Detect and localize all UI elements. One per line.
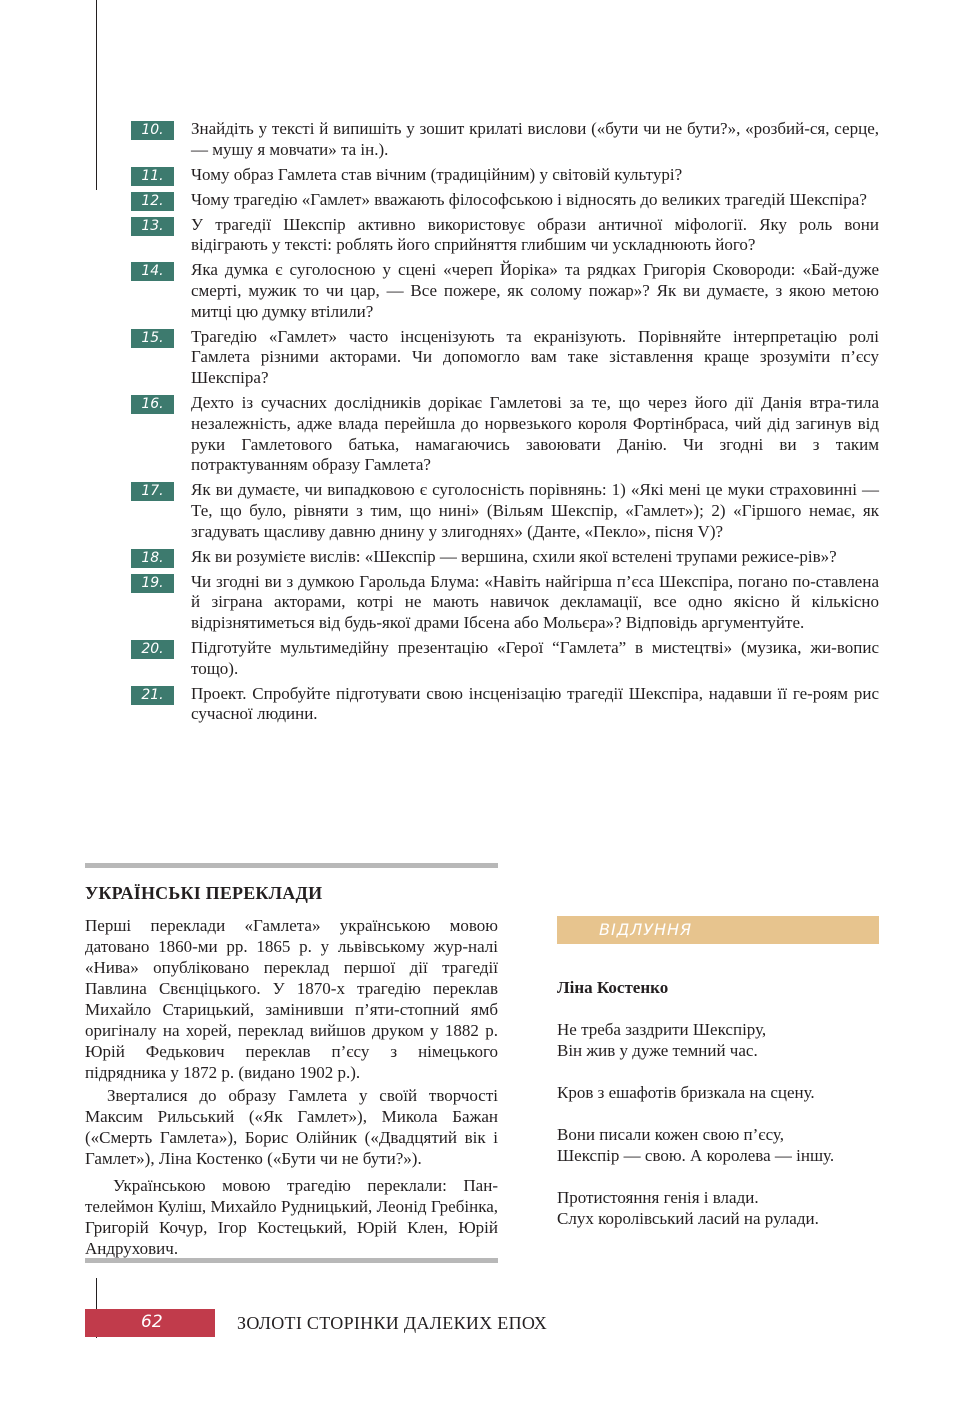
question-text: Знайдіть у тексті й випишіть у зошит крилаті вислови («бути чи не бути?», «розбий-ся, серце, — мушу я мовчати» та ін.). (191, 119, 879, 159)
question-text: Чому трагедію «Гамлет» вважають філософською і відносять до великих трагедій Шекспіра? (191, 189, 867, 209)
page-number-badge (85, 1309, 215, 1337)
question-number: 13. (131, 217, 174, 236)
question-number: 14. (131, 262, 174, 281)
translations-paragraph: Перші переклади «Гамлета» українською мовою датовано 1860-ми рр. 1865 р. у львівському жур-налі «Нива» опубліковано переклад першої дії трагедії Павлина Свєнціцького. У 1870-х трагедію переклав Михайло Старицький, замінивши п’яти-стопний ямб оригіналу на хорей, переклад вийшов друком у 1882 р. Юрій Федькович переклав п’єсу з німецького підрядника у 1872 р. (видано 1902 р.). (85, 916, 498, 1082)
section-rule-top (85, 863, 498, 868)
poem-stanza (557, 1187, 897, 1229)
question-number: 21. (131, 686, 174, 705)
question-item (131, 684, 879, 726)
question-number: 18. (131, 549, 174, 568)
translations-body (85, 915, 498, 1259)
questions-list (131, 119, 879, 729)
question-number: 20. (131, 640, 174, 659)
question-item (131, 572, 879, 634)
poem-line: Протистояння генія і влади. (557, 1188, 759, 1207)
poem-stanza (557, 1082, 897, 1103)
question-text: Як ви розумієте вислів: «Шекспір — вершина, схили якої встелені трупами режисе-рів»? (191, 546, 837, 566)
question-text: Трагедію «Гамлет» часто інсценізують та екранізують. Порівняйте інтерпретацію ролі Гамлета різними акторами. Чи допомогло вам таке зіставлення краще зрозуміти п’єсу Шекспіра? (191, 326, 879, 388)
question-number: 15. (131, 329, 174, 348)
question-item (131, 190, 879, 211)
page-number: 62 (141, 1312, 163, 1332)
poem-line: Він жив у дуже темний час. (557, 1041, 758, 1060)
question-item (131, 393, 879, 476)
question-text: Чи згодні ви з думкою Гарольда Блума: «Навіть найгірша п’єса Шекспіра, погано по-ставлена й зіграна акторами, котрі не мають навичок декламації, все одно якісно й кількісно відрізнятиметься від будь-якої драми Ібсена або Мольєра»? Відповідь аргументуйте. (191, 571, 879, 633)
question-text: Як ви думаєте, чи випадковою є суголосність порівнянь: 1) «Які мені це муки страховинні — Те, що було, рівняти з тим, що нині» (Вільям Шекспір, «Гамлет»); 2) «Гіршого немає, як згадувать щасливу давню днину у злигоднях» (Данте, «Пекло», пісня V)? (191, 480, 879, 541)
poem-line: Не треба заздрити Шекспіру, (557, 1020, 767, 1039)
question-number: 19. (131, 574, 174, 593)
question-item (131, 547, 879, 568)
question-text: Підготуйте мультимедійну презентацію «Герої “Гамлета” в мистецтві» (музика, жи-вопис тощо). (191, 637, 879, 678)
question-item (131, 215, 879, 257)
echo-header-band (557, 916, 879, 944)
poem-line: Кров з ешафотів бризкала на сцену. (557, 1083, 815, 1102)
question-item (131, 480, 879, 542)
poem-line: Слух королівський ласий на рулади. (557, 1209, 819, 1228)
question-text: Яка думка є суголосною у сцені «череп Йоріка» та рядках Григорія Сковороди: «Бай-дуже смерті, мужик то чи цар, — Все пожере, як солому пожар»? Як ви думаєте, з якою метою митці цю думку втілили? (191, 260, 879, 321)
question-item (131, 327, 879, 389)
question-number: 16. (131, 395, 174, 414)
question-item (131, 165, 879, 186)
poem-line: Шекспір — свою. А королева — іншу. (557, 1146, 835, 1165)
question-text: Проект. Спробуйте підготувати свою інсценізацію трагедії Шекспіра, надавши її ге-роям рис сучасної людини. (191, 683, 879, 724)
question-number: 11. (131, 167, 174, 186)
question-item (131, 260, 879, 322)
question-number: 10. (131, 121, 174, 140)
poem-stanza (557, 1124, 897, 1166)
translations-title: УКРАЇНСЬКІ ПЕРЕКЛАДИ (85, 883, 323, 903)
question-text: У трагедії Шекспір активно використовує образи античної міфології. Яку роль вони відіграють у тексті: роблять його сприйняття глибшим чи ускладнюють його? (191, 214, 879, 255)
poem-stanza (557, 1019, 897, 1061)
question-text: Чому образ Гамлета став вічним (традиційним) у світовій культурі? (191, 164, 683, 184)
translations-paragraph: Зверталися до образу Гамлета у своїй творчості Максим Рильський («Як Гамлет»), Микола Бажан («Смерть Гамлета»), Борис Олійник («Двадцятий вік і Гамлет»), Ліна Костенко («Бути чи не бути?»). (85, 1086, 498, 1168)
translations-paragraph: Українською мовою трагедію переклали: Пан-телеймон Куліш, Михайло Рудницький, Леонід Гребінка, Григорій Кочур, Ігор Костецький, Юрій Клен, Юрій Андрухович. (85, 1176, 498, 1258)
echo-label: ВІДЛУННЯ (599, 920, 693, 939)
question-text: Дехто із сучасних дослідників дорікає Гамлетові за те, що через його дії Данія втра-тила незалежність, адже влада перейшла до норвезького короля Фортінбраса, чий дід загинув від руки Гамлетового батька, намагаючись завоювати Данію. Чи згодні ви з таким потрактуванням образу Гамлета? (191, 392, 879, 475)
poem-author: Ліна Костенко (557, 978, 669, 997)
margin-line-top (96, 0, 97, 190)
question-number: 17. (131, 482, 174, 501)
poem (557, 1019, 897, 1250)
question-item (131, 638, 879, 680)
poem-line: Вони писали кожен свою п’єсу, (557, 1125, 784, 1144)
question-item (131, 119, 879, 161)
running-title: ЗОЛОТІ СТОРІНКИ ДАЛЕКИХ ЕПОХ (237, 1313, 548, 1333)
section-rule-bottom (85, 1258, 498, 1263)
question-number: 12. (131, 192, 174, 211)
